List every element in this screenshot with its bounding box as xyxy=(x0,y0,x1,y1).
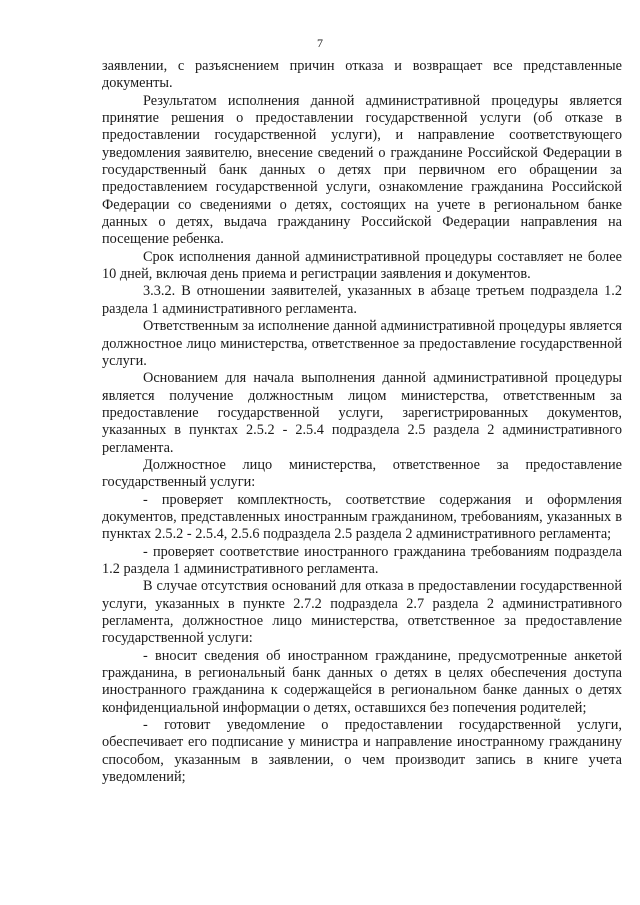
list-item-check-compliance: - проверяет соответствие иностранного гражданина требованиям подраздела 1.2 раздела 1 административного регламента. xyxy=(102,543,622,577)
paragraph-deadline: Срок исполнения данной административной процедуры составляет не более 10 дней, включая день приема и регистрации заявления и документов. xyxy=(102,248,622,283)
paragraph-basis: Основанием для начала выполнения данной административной процедуры является получение должностным лицом министерства, ответственным за предоставление государственной услуги, зарегистрированных документов, указанных в пунктах 2.5.2 - 2.5.4 подраздела 2.5 раздела 2 административного регламента. xyxy=(102,370,622,456)
list-item-prepare-notice: - готовит уведомление о предоставлении государственной услуги, обеспечивает его подписание у министра и направление иностранному гражданину способом, указанным в заявлении, о чем производит запись в книге учета уведомлений; xyxy=(102,717,622,786)
list-item-enter-data: - вносит сведения об иностранном гражданине, предусмотренные анкетой гражданина, в региональный банк данных о детях в целях обеспечения доступа иностранного гражданина к содержащейся в региональном банке данных о детях конфиденциальной информации о детях, оставшихся без попечения родителей; xyxy=(102,647,622,716)
paragraph-responsible: Ответственным за исполнение данной административной процедуры является должностное лицо министерства, ответственное за предоставление государственной услуги. xyxy=(102,318,622,369)
paragraph-result: Результатом исполнения данной административной процедуры является принятие решения о предоставлении государственной услуги (об отказе в предоставлении государственной услуги), и направление соответствующего уведомления заявителю, внесение сведений о гражданине Российской Федерации в государственный банк данных о детях при первичном его обращении за предоставлением государственной услуги, ознакомление гражданина Российской Федерации со сведениями о детях, состоящих на учете в региональном банке данных о детях, выдача гражданину Российской Федерации направления на посещение ребенка. xyxy=(102,92,622,248)
paragraph-no-grounds: В случае отсутствия оснований для отказа в предоставлении государственной услуги, указанных в пункте 2.7.2 подраздела 2.7 раздела 2 административного регламента, должностное лицо министерства, ответственное за предоставление государственной услуги: xyxy=(102,578,622,647)
paragraph-continuation: заявлении, с разъяснением причин отказа и возвращает все представленные документы. xyxy=(102,58,622,92)
paragraph-official-duties: Должностное лицо министерства, ответственное за предоставление государственный услуги: xyxy=(102,456,622,491)
paragraph-section-3-3-2: 3.3.2. В отношении заявителей, указанных в абзаце третьем подраздела 1.2 раздела 1 административного регламента. xyxy=(102,283,622,317)
page-number: 7 xyxy=(317,36,323,50)
list-item-check-completeness: - проверяет комплектность, соответствие содержания и оформления документов, представленных иностранным гражданином, требованиям, указанных в пунктах 2.5.2 - 2.5.4, 2.5.6 подраздела 2.5 раздела 2 административного регламента; xyxy=(102,491,622,543)
